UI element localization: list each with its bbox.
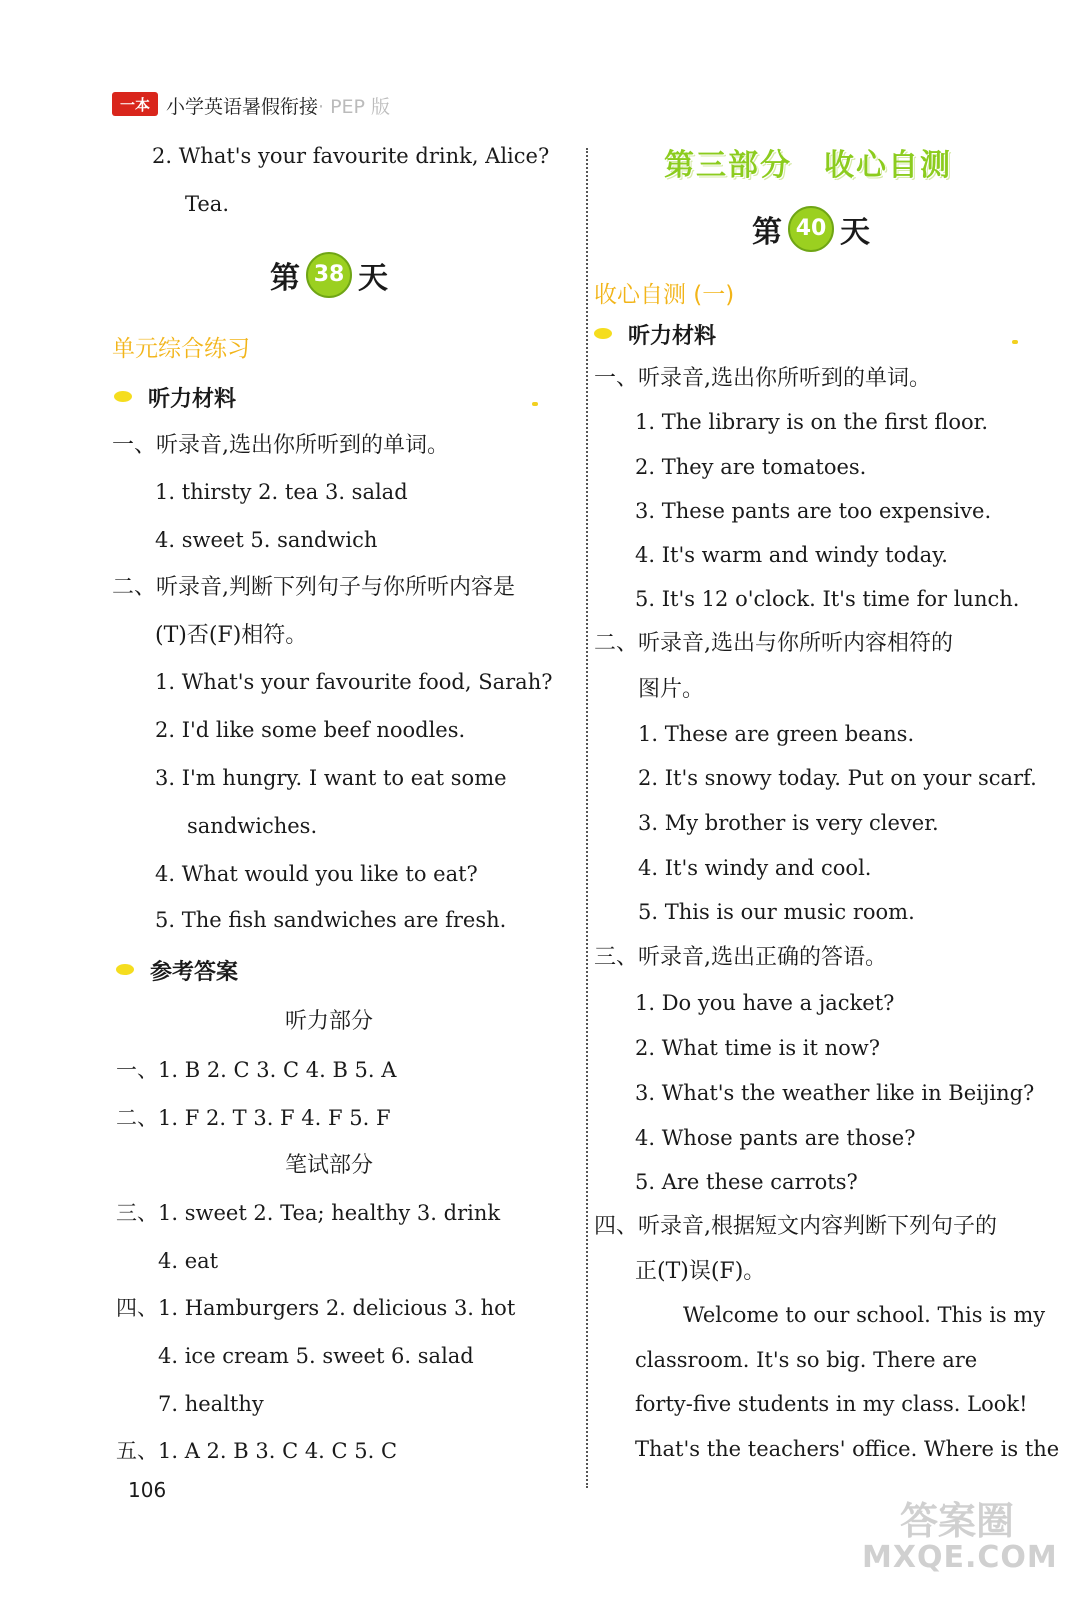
q1-words-line2: 4. sweet 5. sandwich bbox=[155, 528, 378, 552]
section-title-self-test: 收心自测 (一) bbox=[594, 282, 735, 308]
column-divider bbox=[586, 148, 588, 1488]
passage-line: classroom. It's so big. There are bbox=[635, 1348, 978, 1372]
q1-item: 3. These pants are too expensive. bbox=[635, 499, 992, 523]
q2-item: 4. It's windy and cool. bbox=[638, 856, 872, 880]
listening-part-label: 听力部分 bbox=[285, 1009, 374, 1034]
day-number-badge: 40 bbox=[788, 206, 834, 252]
written-part-label: 笔试部分 bbox=[285, 1153, 374, 1178]
day-prefix: 第 bbox=[752, 215, 782, 250]
q2-item: 5. The fish sandwiches are fresh. bbox=[155, 908, 507, 932]
book-title-text: 小学英语暑假衔接 bbox=[166, 96, 319, 118]
day-prefix: 第 bbox=[270, 261, 300, 296]
q3-instruction: 三、听录音,选出正确的答语。 bbox=[594, 945, 887, 970]
answer-line-1: 一、1. B 2. C 3. C 4. B 5. A bbox=[116, 1058, 397, 1082]
day-40-heading bbox=[752, 206, 870, 252]
book-title bbox=[166, 92, 390, 119]
bullet-icon bbox=[116, 964, 134, 975]
q2-item: 4. What would you like to eat? bbox=[155, 862, 478, 886]
answer-line-4: 四、1. Hamburgers 2. delicious 3. hot bbox=[116, 1296, 516, 1320]
listening-materials-heading: 听力材料 bbox=[148, 387, 237, 412]
day-suffix: 天 bbox=[840, 215, 870, 250]
passage-line: forty-five students in my class. Look! bbox=[635, 1392, 1028, 1416]
listening-materials-heading: 听力材料 bbox=[628, 324, 717, 349]
q2-item: 5. This is our music room. bbox=[638, 900, 915, 924]
decor-dot bbox=[1012, 340, 1018, 344]
q3-item: 5. Are these carrots? bbox=[635, 1170, 858, 1194]
q2-item: 2. I'd like some beef noodles. bbox=[155, 718, 466, 742]
q2-instruction-line1: 二、听录音,判断下列句子与你所听内容是 bbox=[112, 575, 515, 600]
q1-instruction: 一、听录音,选出你所听到的单词。 bbox=[594, 366, 931, 391]
q4-instruction-line2: 正(T)误(F)。 bbox=[635, 1259, 766, 1284]
q3-item: 4. Whose pants are those? bbox=[635, 1126, 916, 1150]
passage-line: Welcome to our school. This is my bbox=[683, 1303, 1046, 1327]
book-edition: · PEP 版 bbox=[318, 96, 391, 118]
prev-item-question: 2. What's your favourite drink, Alice? bbox=[152, 144, 550, 168]
prev-item-answer: Tea. bbox=[185, 192, 229, 216]
bullet-icon bbox=[114, 391, 132, 402]
answers-heading: 参考答案 bbox=[150, 960, 239, 985]
q2-instruction-line2: (T)否(F)相符。 bbox=[155, 623, 308, 648]
q1-instruction: 一、听录音,选出你所听到的单词。 bbox=[112, 433, 449, 458]
q1-item: 5. It's 12 o'clock. It's time for lunch. bbox=[635, 587, 1020, 611]
q2-item: 3. My brother is very clever. bbox=[638, 811, 939, 835]
q2-item: 2. It's snowy today. Put on your scarf. bbox=[638, 766, 1037, 790]
q1-item: 4. It's warm and windy today. bbox=[635, 543, 948, 567]
answer-line-3: 三、1. sweet 2. Tea; healthy 3. drink bbox=[116, 1201, 501, 1225]
q2-instruction-line1: 二、听录音,选出与你所听内容相符的 bbox=[594, 631, 953, 656]
part-three-title: 第三部分 收心自测 bbox=[664, 148, 952, 183]
q3-item: 2. What time is it now? bbox=[635, 1036, 881, 1060]
answer-line-5: 五、1. A 2. B 3. C 4. C 5. C bbox=[116, 1439, 398, 1463]
answer-line-4-cont: 4. ice cream 5. sweet 6. salad bbox=[158, 1344, 474, 1368]
day-number-badge: 38 bbox=[306, 252, 352, 298]
page-number: 106 bbox=[128, 1478, 167, 1502]
q2-item: 1. What's your favourite food, Sarah? bbox=[155, 670, 553, 694]
q1-item: 1. The library is on the first floor. bbox=[635, 410, 989, 434]
decor-dot bbox=[532, 402, 538, 406]
q2-item: 3. I'm hungry. I want to eat some bbox=[155, 766, 507, 790]
day-suffix: 天 bbox=[358, 261, 388, 296]
q3-item: 3. What's the weather like in Beijing? bbox=[635, 1081, 1035, 1105]
publisher-logo: 一本 bbox=[112, 92, 158, 116]
watermark-logo: 答案圈 bbox=[900, 1499, 1015, 1543]
section-title-unit-practice: 单元综合练习 bbox=[112, 336, 250, 362]
watermark-url: MXQE.COM bbox=[862, 1540, 1058, 1575]
answer-line-4-cont: 7. healthy bbox=[158, 1392, 264, 1416]
q1-words-line1: 1. thirsty 2. tea 3. salad bbox=[155, 480, 408, 504]
answer-line-3-cont: 4. eat bbox=[158, 1249, 219, 1273]
passage-line: That's the teachers' office. Where is the bbox=[635, 1437, 1060, 1461]
q1-item: 2. They are tomatoes. bbox=[635, 455, 867, 479]
q2-item: 1. These are green beans. bbox=[638, 722, 915, 746]
q4-instruction-line1: 四、听录音,根据短文内容判断下列句子的 bbox=[594, 1214, 997, 1239]
q3-item: 1. Do you have a jacket? bbox=[635, 991, 895, 1015]
day-38-heading bbox=[270, 252, 388, 298]
q2-instruction-line2: 图片。 bbox=[638, 677, 705, 702]
q2-item-continued: sandwiches. bbox=[187, 814, 318, 838]
bullet-icon bbox=[594, 328, 612, 339]
answer-line-2: 二、1. F 2. T 3. F 4. F 5. F bbox=[116, 1106, 391, 1130]
